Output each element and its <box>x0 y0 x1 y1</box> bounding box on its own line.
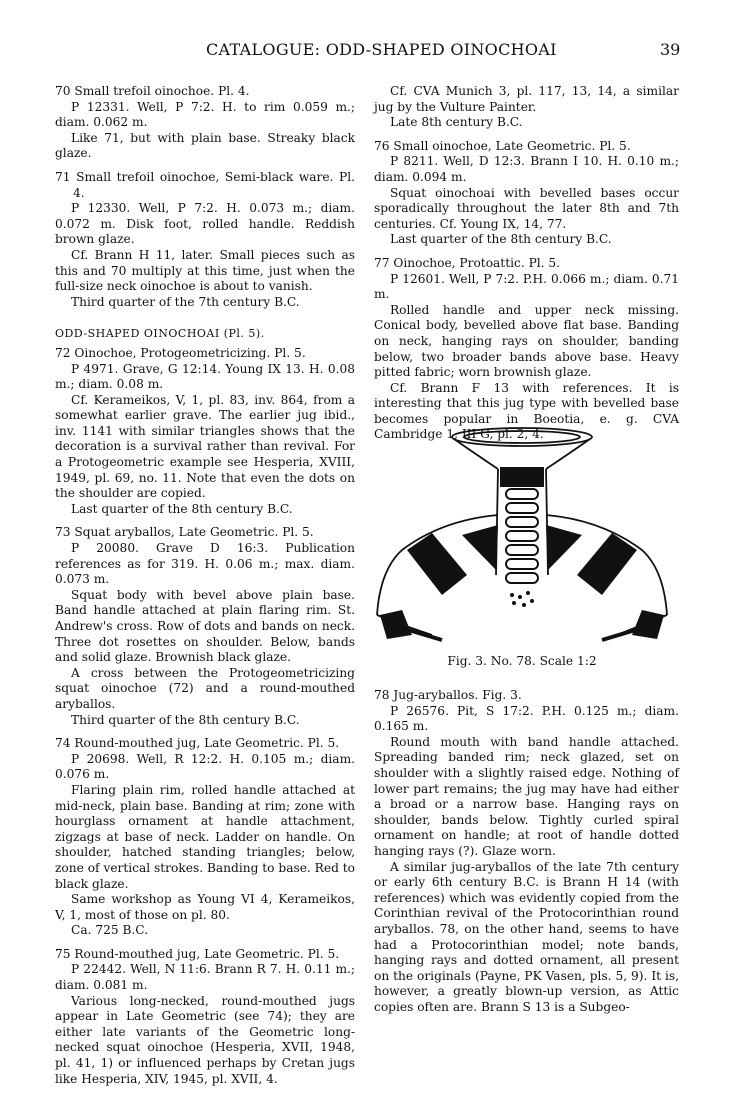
entry-77 <box>374 256 679 443</box>
entry-text: Squat body with bevel above plain base. Band handle attached at plain flaring rim. St. Andrew's cross. Row of dots and bands on neck. Three dot rosettes on shoulder. Below, bands and solid glaze. Brownish black glaze. <box>55 587 355 665</box>
entry-date: Late 8th century B.C. <box>390 115 523 130</box>
left-column <box>55 84 355 1095</box>
entry-text: Cf. CVA Munich 3, pl. 117, 13, 14, a similar jug by the Vulture Painter. <box>374 84 679 114</box>
entry-text: Cf. Kerameikos, V, 1, pl. 83, inv. 864, from a somewhat earlier grave. The earlier jug ibid., inv. 1141 with similar triangles shows that the decoration is a survival rather than revival. For a Protogeometric example see Hesperia, XVIII, 1949, pl. 69, no. 11. Note that even the dots on the shoulder are copied. <box>55 392 355 501</box>
vase-drawing-figure <box>372 425 672 655</box>
entry-text: P 12331. Well, P 7:2. H. to rim 0.059 m.; diam. 0.062 m. <box>55 99 355 130</box>
entry-title: 76 Small oinochoe, Late Geometric. Pl. 5. <box>374 138 631 153</box>
entry-76 <box>374 139 679 248</box>
header-title: CATALOGUE: ODD-SHAPED OINOCHOAI <box>206 40 557 59</box>
entry-text: P 12601. Well, P 7:2. P.H. 0.066 m.; diam. 0.71 m. <box>374 271 679 302</box>
entry-70 <box>55 84 355 162</box>
entry-text: Same workshop as Young VI 4, Kerameikos, V, 1, most of those on pl. 80. <box>55 892 355 922</box>
entry-text: Rolled handle and upper neck missing. Conical body, bevelled above flat base. Banding on neck, hanging rays on shoulder, banding below, two broader bands above base. Heavy pitted fabric; worn brownish glaze. <box>374 302 679 380</box>
entry-text: Various long-necked, round-mouthed jugs appear in Late Geometric (see 74); they are either late variants of the Geometric long-necked squat oinochoe (Hesperia, XVII, 1948, pl. 41, 1) or influenced perhaps by Cretan jugs like Hesperia, XIV, 1945, pl. XVII, 4. <box>55 993 355 1086</box>
entry-75-continued <box>374 84 679 131</box>
entry-title: 77 Oinochoe, Protoattic. Pl. 5. <box>374 255 561 270</box>
entry-text: Squat oinochoai with bevelled bases occur sporadically throughout the later 8th and 7th centuries. Cf. Young IX, 14, 77. <box>374 185 679 231</box>
entry-text: Cf. Brann H 11, later. Small pieces such as this and 70 multiply at this time, just when the full-size neck oinochoe is about to vanish. <box>55 247 355 294</box>
running-header <box>0 40 733 64</box>
entry-date: Ca. 725 B.C. <box>71 923 149 938</box>
entry-title: 75 Round-mouthed jug, Late Geometric. Pl. 5. <box>55 946 340 961</box>
section-heading: ODD-SHAPED OINOCHOAI (Pl. 5). <box>55 327 265 341</box>
entry-text: P 26576. Pit, S 17:2. P.H. 0.125 m.; diam. 0.165 m. <box>374 703 679 734</box>
entry-title: 73 Squat aryballos, Late Geometric. Pl. 5. <box>55 525 314 540</box>
entry-text: Round mouth with band handle attached. Spreading banded rim; neck glazed, set on shoulder with a slightly raised edge. Nothing of lower part remains; the jug may have had either a broad or a narrow base. Hanging rays on shoulder, bands below. Tightly curled spiral ornament on handle; at root of handle dotted hanging rays (?). Glaze worn. <box>374 734 679 858</box>
entry-text: P 8211. Well, D 12:3. Brann I 10. H. 0.10 m.; diam. 0.094 m. <box>374 154 679 184</box>
figure-caption: Fig. 3. No. 78. Scale 1:2 <box>447 654 597 668</box>
entry-date: Last quarter of the 8th century B.C. <box>390 232 612 247</box>
entry-74 <box>55 736 355 939</box>
entry-text: P 4971. Grave, G 12:14. Young IX 13. H. 0.08 m.; diam. 0.08 m. <box>55 361 355 392</box>
entry-date: Third quarter of the 7th century B.C. <box>71 294 300 309</box>
entry-title: 72 Oinochoe, Protogeometricizing. Pl. 5. <box>55 345 306 360</box>
entry-title: 78 Jug-aryballos. Fig. 3. <box>374 688 522 702</box>
entry-73 <box>55 525 355 728</box>
entry-text: P 12330. Well, P 7:2. H. 0.073 m.; diam. 0.072 m. Disk foot, rolled handle. Reddish brown glaze. <box>55 201 355 247</box>
entry-text: Flaring plain rim, rolled handle attached at mid-neck, plain base. Banding at rim; zone with hourglass ornament at handle attachment, zigzags at base of neck. Ladder on handle. On shoulder, hatched standing triangles; below, zone of vertical strokes. Banding to base. Red to black glaze. <box>55 782 355 891</box>
entry-title: 71 Small trefoil oinochoe, Semi-black ware. Pl. 4. <box>55 169 355 200</box>
entry-75 <box>55 947 355 1087</box>
right-column <box>374 84 679 451</box>
page-number: 39 <box>660 40 681 59</box>
entry-date: Last quarter of the 8th century B.C. <box>71 501 293 516</box>
entry-title: 74 Round-mouthed jug, Late Geometric. Pl. 5. <box>55 736 340 751</box>
entry-text: Like 71, but with plain base. Streaky black glaze. <box>55 130 355 161</box>
entry-72 <box>55 346 355 518</box>
entry-text: A cross between the Protogeometricizing squat oinochoe (72) and a round-mouthed aryballos. <box>55 665 355 711</box>
right-column-lower <box>374 688 679 1023</box>
entry-date: Third quarter of the 8th century B.C. <box>71 712 300 727</box>
entry-text: Cf. Brann F 13 with references. It is interesting that this jug type with bevelled base becomes popular in Boeotia, e. g. CVA Cambridge 1, III G, pl. 2, 4. <box>374 380 679 442</box>
entry-71 <box>55 170 355 310</box>
entry-text: P 20080. Grave D 16:3. Publication references as for 319. H. 0.06 m.; max. diam. 0.073 m. <box>55 541 355 587</box>
entry-text: P 22442. Well, N 11:6. Brann R 7. H. 0.11 m.; diam. 0.081 m. <box>55 962 355 993</box>
entry-title: 70 Small trefoil oinochoe. Pl. 4. <box>55 84 250 98</box>
entry-78 <box>374 688 679 1015</box>
entry-text: A similar jug-aryballos of the late 7th century or early 6th century B.C. is Brann H 14 (with references) which was evidently copied from the Corinthian revival of the Protocorinthian round aryballos. 78, on the other hand, seems to have had a Protocorinthian model; note bands, hanging rays and dotted ornament, all present on the originals (Payne, PK Vasen, pls. 5, 9). It is, however, a greatly blown-up version, as Attic copies often are. Brann S 13 is a Subgeo- <box>374 859 679 1014</box>
entry-text: P 20698. Well, R 12:2. H. 0.105 m.; diam. 0.076 m. <box>55 751 355 782</box>
